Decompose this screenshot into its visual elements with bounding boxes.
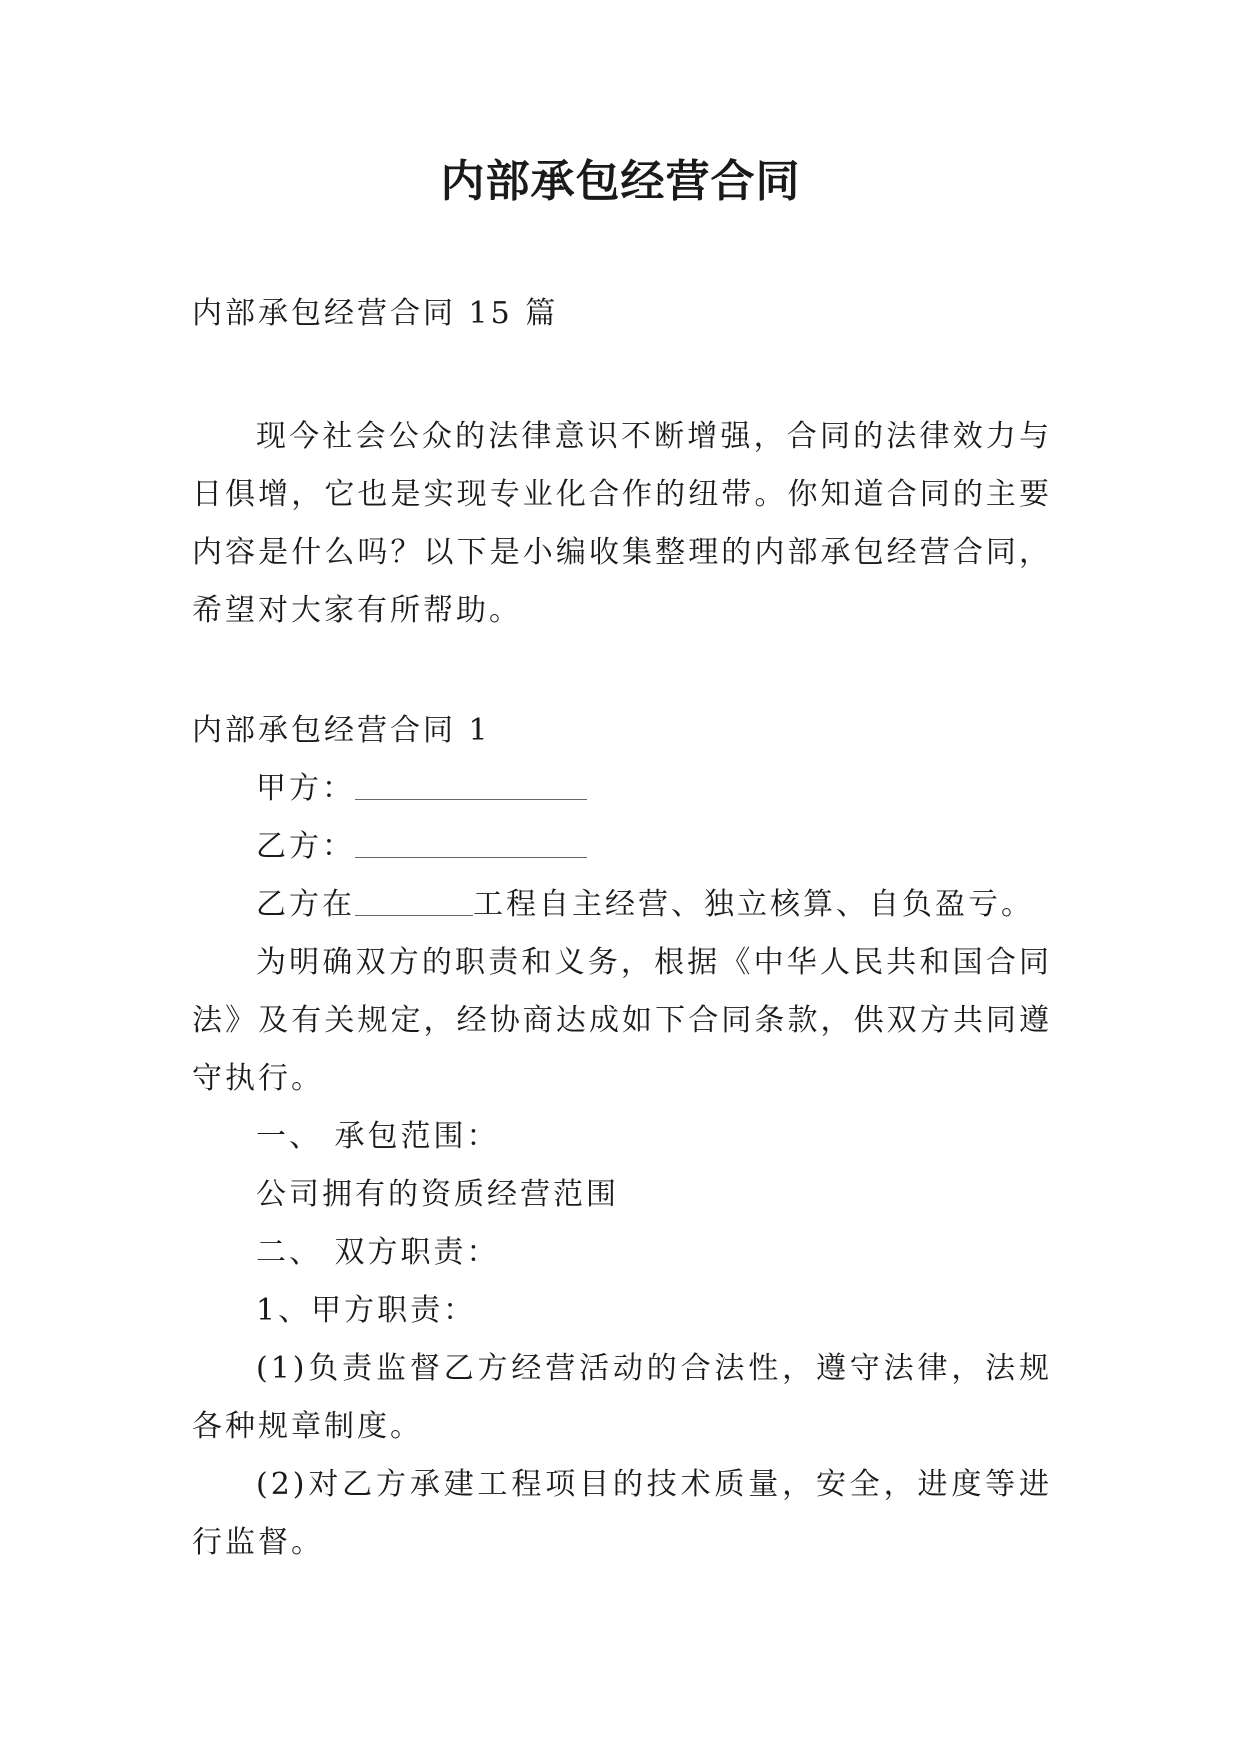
clause-line [192, 876, 1052, 934]
heading-duties: 二、 双方职责： [256, 1235, 500, 1270]
party-a-label: 甲方： [256, 771, 355, 806]
project-blank [355, 914, 473, 916]
heading-scope: 一、 承包范围： [256, 1119, 500, 1154]
clause-suffix: 工程自主经营、独立核算、自负盈亏。 [473, 887, 1034, 922]
contract-content [192, 702, 1052, 1572]
scope-text: 公司拥有的资质经营范围 [256, 1177, 619, 1212]
party-b-line [192, 818, 1052, 876]
intro-paragraph: 现今社会公众的法律意识不断增强，合同的法律效力与日俱增，它也是实现专业化合作的纽带。你知道合同的主要内容是什么吗？以下是小编收集整理的内部承包经营合同，希望对大家有所帮助。 [192, 419, 1052, 628]
party-a-blank [355, 798, 587, 800]
purpose-paragraph: 为明确双方的职责和义务，根据《中华人民共和国合同法》及有关规定，经协商达成如下合同条款，供双方共同遵守执行。 [192, 945, 1052, 1096]
section-title: 内部承包经营合同 1 [192, 713, 491, 748]
party-b-blank [355, 856, 587, 858]
document-subtitle: 内部承包经营合同 15 篇 [192, 296, 559, 331]
party-b-label: 乙方： [256, 829, 355, 864]
subheading-party-a-duties: 1、甲方职责： [256, 1293, 477, 1328]
document-title: 内部承包经营合同 [440, 156, 801, 207]
party-a-line [192, 760, 1052, 818]
duty-item-1: (1)负责监督乙方经营活动的合法性，遵守法律，法规各种规章制度。 [192, 1351, 1052, 1444]
duty-item-2: (2)对乙方承建工程项目的技术质量，安全，进度等进行监督。 [192, 1467, 1052, 1560]
clause-prefix: 乙方在 [256, 887, 355, 922]
